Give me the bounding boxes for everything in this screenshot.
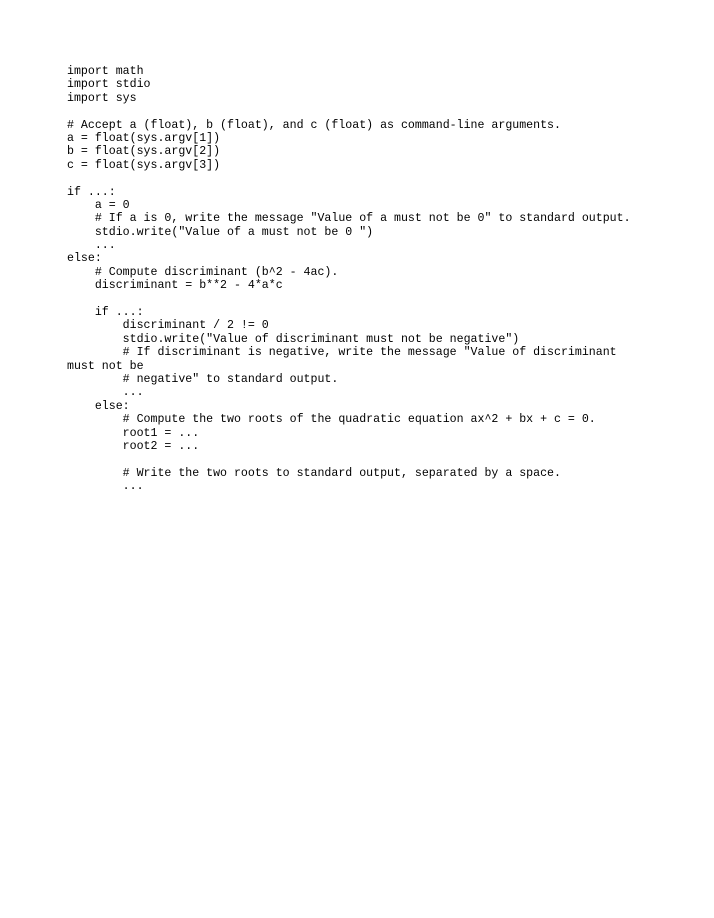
code-line: root1 = ...: [67, 426, 200, 440]
code-line: a = float(sys.argv[1]): [67, 131, 221, 145]
code-line: # Compute discriminant (b^2 - 4ac).: [67, 265, 339, 279]
code-line: a = 0: [67, 198, 130, 212]
code-line: # Accept a (float), b (float), and c (float) as command-line arguments.: [67, 118, 561, 132]
code-line: stdio.write("Value of a must not be 0 "): [67, 225, 374, 239]
code-line: # negative" to standard output.: [67, 372, 339, 386]
code-line: [67, 453, 667, 466]
code-line: ...: [67, 386, 144, 400]
code-line: if ...:: [67, 185, 116, 199]
code-line: discriminant / 2 != 0: [67, 319, 269, 333]
code-line: import sys: [67, 91, 137, 105]
code-line: discriminant = b**2 - 4*a*c: [67, 279, 283, 293]
code-line: else:: [67, 252, 102, 266]
code-line: ...: [67, 239, 116, 253]
code-line: import math: [67, 65, 144, 78]
code-line: # Write the two roots to standard output, separated by a space.: [67, 466, 561, 480]
code-line: root2 = ...: [67, 439, 200, 453]
code-line: [67, 293, 667, 306]
code-line: import stdio: [67, 78, 151, 92]
code-line: # Compute the two roots of the quadratic equation ax^2 + bx + c = 0.: [67, 413, 596, 427]
code-line: [67, 105, 667, 118]
code-listing: [67, 65, 667, 494]
code-line: [67, 172, 667, 185]
code-line: c = float(sys.argv[3]): [67, 158, 221, 172]
code-line: b = float(sys.argv[2]): [67, 145, 221, 159]
code-line: # If discriminant is negative, write the message "Value of discriminant: [67, 346, 617, 360]
code-line: if ...:: [67, 306, 144, 320]
code-line: stdio.write("Value of discriminant must not be negative"): [67, 332, 520, 346]
code-line: else:: [67, 399, 130, 413]
code-line: must not be: [67, 359, 144, 373]
code-line: ...: [67, 480, 144, 494]
code-line: # If a is 0, write the message "Value of a must not be 0" to standard output.: [67, 212, 631, 226]
